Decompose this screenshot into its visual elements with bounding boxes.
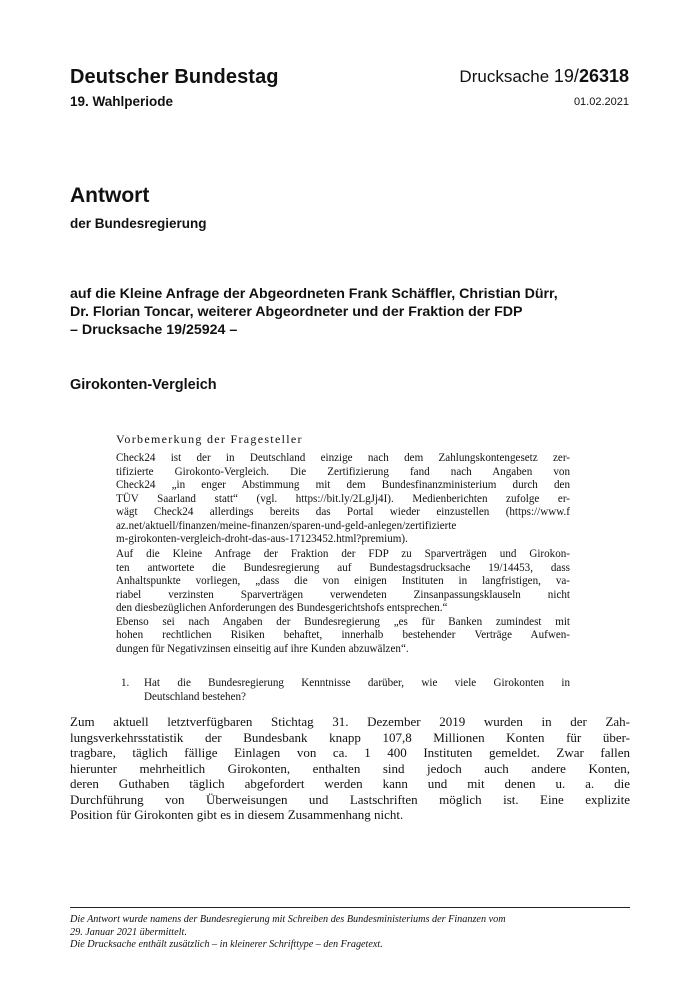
text-line: tragbare, täglich fällige Einlagen von ca. 1 400 Instituten gemeldet. Zwar fallen — [70, 745, 630, 760]
text-line: wägt Check24 allerdings bereits das Portal wieder einzustellen (https://www.f — [116, 506, 570, 518]
document-number-main: 19/ — [553, 66, 579, 86]
text-line: Check24 „in enger Abstimmung mit dem Bundesfinanzministerium durch den — [116, 479, 570, 491]
footer-divider — [70, 907, 630, 908]
text-line: hohen rechtlichen Risiken behaftet, innerhalb bestehender Verträge Aufwen- — [116, 629, 570, 641]
text-line: ten antwortete die Bundesregierung auf Bundestagsdrucksache 19/14453, dass — [116, 561, 570, 574]
legislative-period: 19. Wahlperiode — [70, 94, 174, 109]
footer-line: 29. Januar 2021 übermittelt. — [70, 926, 187, 938]
inquiry-reference — [70, 285, 630, 339]
text-line: Anhaltspunkte vorliegen, „dass die von einigen Instituten in langfristigen, va- — [116, 575, 570, 587]
preliminary-paragraph-1 — [116, 452, 570, 547]
page-subtitle: der Bundesregierung — [70, 216, 207, 231]
text-line: Deutschland bestehen? — [144, 690, 246, 703]
text-line: Position für Girokonten gibt es in diesem Zusammenhang nicht. — [70, 807, 404, 822]
subject-heading: Girokonten-Vergleich — [70, 377, 217, 393]
text-line: hierunter mehrheitlich Girokonten, enthalten sind jedoch auch andere Konten, — [70, 760, 630, 776]
text-line: den diesbezüglichen Anforderungen des Bundesgerichtshofs entsprechen.“ — [116, 602, 448, 614]
text-line: Zum aktuell letztverfügbaren Stichtag 31. Dezember 2019 wurden in der Zah- — [70, 714, 630, 729]
document-number — [459, 66, 629, 87]
text-line: Check24 ist der in Deutschland einzige nach dem Zahlungskontengesetz zer- — [116, 452, 570, 464]
footer-note — [70, 914, 630, 952]
question-text — [144, 677, 570, 704]
inquiry-line: – Drucksache 19/25924 – — [70, 322, 238, 338]
footer-line: Die Antwort wurde namens der Bundesregierung mit Schreiben des Bundesministeriums der Finanzen vom — [70, 914, 506, 925]
text-line: deren Guthaben täglich abgefordert werden kann und mit denen u. a. die — [70, 776, 630, 791]
institution-name: Deutscher Bundestag — [70, 66, 279, 88]
text-line: Ebenso sei nach Angaben der Bundesregierung „es für Banken zumindest mit — [116, 615, 570, 628]
text-line: tifizierte Girokonto-Vergleich. Die Zertifizierung fand nach Angaben von — [116, 465, 570, 478]
page-title: Antwort — [70, 184, 150, 207]
text-line: dungen für Negativzinsen einseitig auf ihre Kunden abzuwälzen“. — [116, 642, 409, 655]
answer-paragraph — [70, 714, 630, 823]
text-line: Durchführung von Überweisungen und Lastschriften möglich ist. Eine explizite — [70, 791, 630, 807]
text-line: Auf die Kleine Anfrage der Fraktion der FDP zu Sparverträgen und Girokon- — [116, 548, 570, 560]
preliminary-heading: Vorbemerkung der Fragesteller — [116, 432, 303, 446]
inquiry-line: auf die Kleine Anfrage der Abgeordneten Frank Schäffler, Christian Dürr, — [70, 286, 558, 302]
text-line: az.net/aktuell/finanzen/meine-finanzen/sparen-und-geld-anlegen/zertifizierte — [116, 519, 457, 532]
document-date: 01.02.2021 — [573, 96, 629, 108]
preliminary-paragraph-2 — [116, 548, 570, 656]
text-line: Hat die Bundesregierung Kenntnisse darüber, wie viele Girokonten in — [144, 677, 570, 689]
text-line: m-girokonten-vergleich-droht-das-aus-17123452.html?premium). — [116, 533, 408, 545]
question-number: 1. — [121, 677, 130, 689]
text-line: riabel verzinsten Sparverträgen verwendeten Zinsanpassungsklauseln nicht — [116, 588, 570, 601]
document-number-id: 26318 — [578, 66, 629, 86]
document-number-prefix: Drucksache — [459, 67, 554, 86]
footer-line: Die Drucksache enthält zusätzlich – in kleinerer Schrifttype – den Fragetext. — [70, 939, 383, 950]
text-line: TÜV Saarland statt“ (vgl. https://bit.ly/2LgJj4I). Medienberichten zufolge er- — [116, 492, 570, 505]
text-line: lungsverkehrsstatistik der Bundesbank knapp 107,8 Millionen Konten für über- — [70, 729, 630, 745]
inquiry-line: Dr. Florian Toncar, weiterer Abgeordneter und der Fraktion der FDP — [70, 304, 523, 320]
